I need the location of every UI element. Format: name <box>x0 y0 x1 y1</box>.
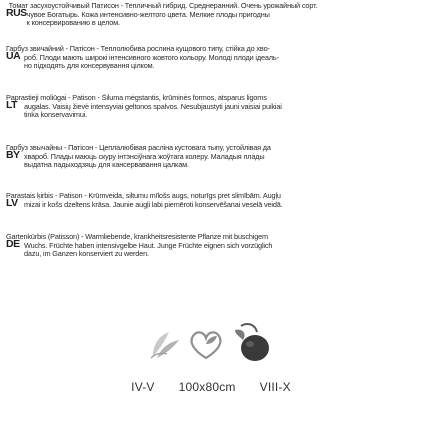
plant-spacing: 100x80cm <box>178 380 236 394</box>
entry-line: к консервированию в целом. <box>26 19 120 28</box>
sowing-months: IV-V <box>131 380 155 394</box>
cultivation-icons <box>145 318 277 370</box>
language-code: LT <box>6 99 18 111</box>
seedling-heart-icon <box>185 324 227 364</box>
entry-line: выдатна падыходзяць для кансервавання цалкам. <box>24 161 189 170</box>
entry-line: Gartenkürbis (Patisson) - Warmliebende, krankheitsresistente Pflanze mit buschigem <box>6 233 268 241</box>
entry-text <box>6 233 416 259</box>
entry-line: Гарбуз звичайний - Патісон - Теплолюбива рослина кущового типу, стійка до хво- <box>6 45 270 53</box>
growing-specs <box>0 376 422 398</box>
entry-by <box>6 144 416 170</box>
entry-line: но підходять для консервування цілком. <box>24 62 155 71</box>
entry-line: Томат засухоустойчивый Патисон - Тепличный гибрид. Среднеранний. Очень урожайный сорт. <box>8 2 318 10</box>
entry-line: Wuchs. Früchte haben intensivgelbe Haut. Junge Früchte eignen sich vorzüglich <box>24 241 273 250</box>
entry-lv <box>6 192 416 209</box>
entry-line: чувое Богатырь. Кожа интенсивно-желтого цвета. Мелкие плоды пригодны <box>26 10 270 19</box>
entry-line: Parastais ķirbis - Patison - Krūmveida, siltumu mīlošs augs, noturīgs pret slimībām. Augļu <box>6 192 281 200</box>
harvest-months: VIII-X <box>259 380 291 394</box>
language-code: LV <box>6 197 18 209</box>
entry-lt <box>6 94 416 120</box>
language-code: DE <box>6 238 20 250</box>
harvest-fruit-icon <box>229 320 273 364</box>
entry-line: dazu, im Ganzen konserviert zu werden. <box>24 250 149 259</box>
entry-line: роб. Плоди мають широкі інтенсивного жовтого кольору. Молоді плоди ідеаль- <box>24 53 279 62</box>
sowing-outdoor-icon <box>147 324 187 364</box>
entry-line: Paprastieji moliūgai - Patison - Šiluma mėgstantis, krūminės formos, atsparus ligoms <box>6 94 267 102</box>
entry-ua <box>6 45 416 71</box>
entry-line: хвароб. Плады маюць скуру інтэнсіўнага жоўтага колеру. Маладыя плады <box>24 152 265 161</box>
entry-line: augalas. Vaisių žievė intensyviai geltonos spalvos. Nesubjaustyti jauni vaisiai puikiai <box>24 102 282 111</box>
entry-line: tinka konservavimui. <box>24 111 88 120</box>
language-code: RUS <box>6 7 27 19</box>
entry-text <box>6 94 416 120</box>
language-code: BY <box>6 149 20 161</box>
entry-de <box>6 233 416 259</box>
entry-rus <box>6 2 416 28</box>
entry-line: Гарбуз звычайны - Патісон - Цеплалюбівая расліна кустовага тыпу, устойлівая да <box>6 144 271 152</box>
language-code: UA <box>6 50 21 62</box>
entry-line: mizai ir košs dzeltens krāsa. Jaunie augļi labi piemēroti konservēšanai veselā veidā. <box>24 200 283 209</box>
